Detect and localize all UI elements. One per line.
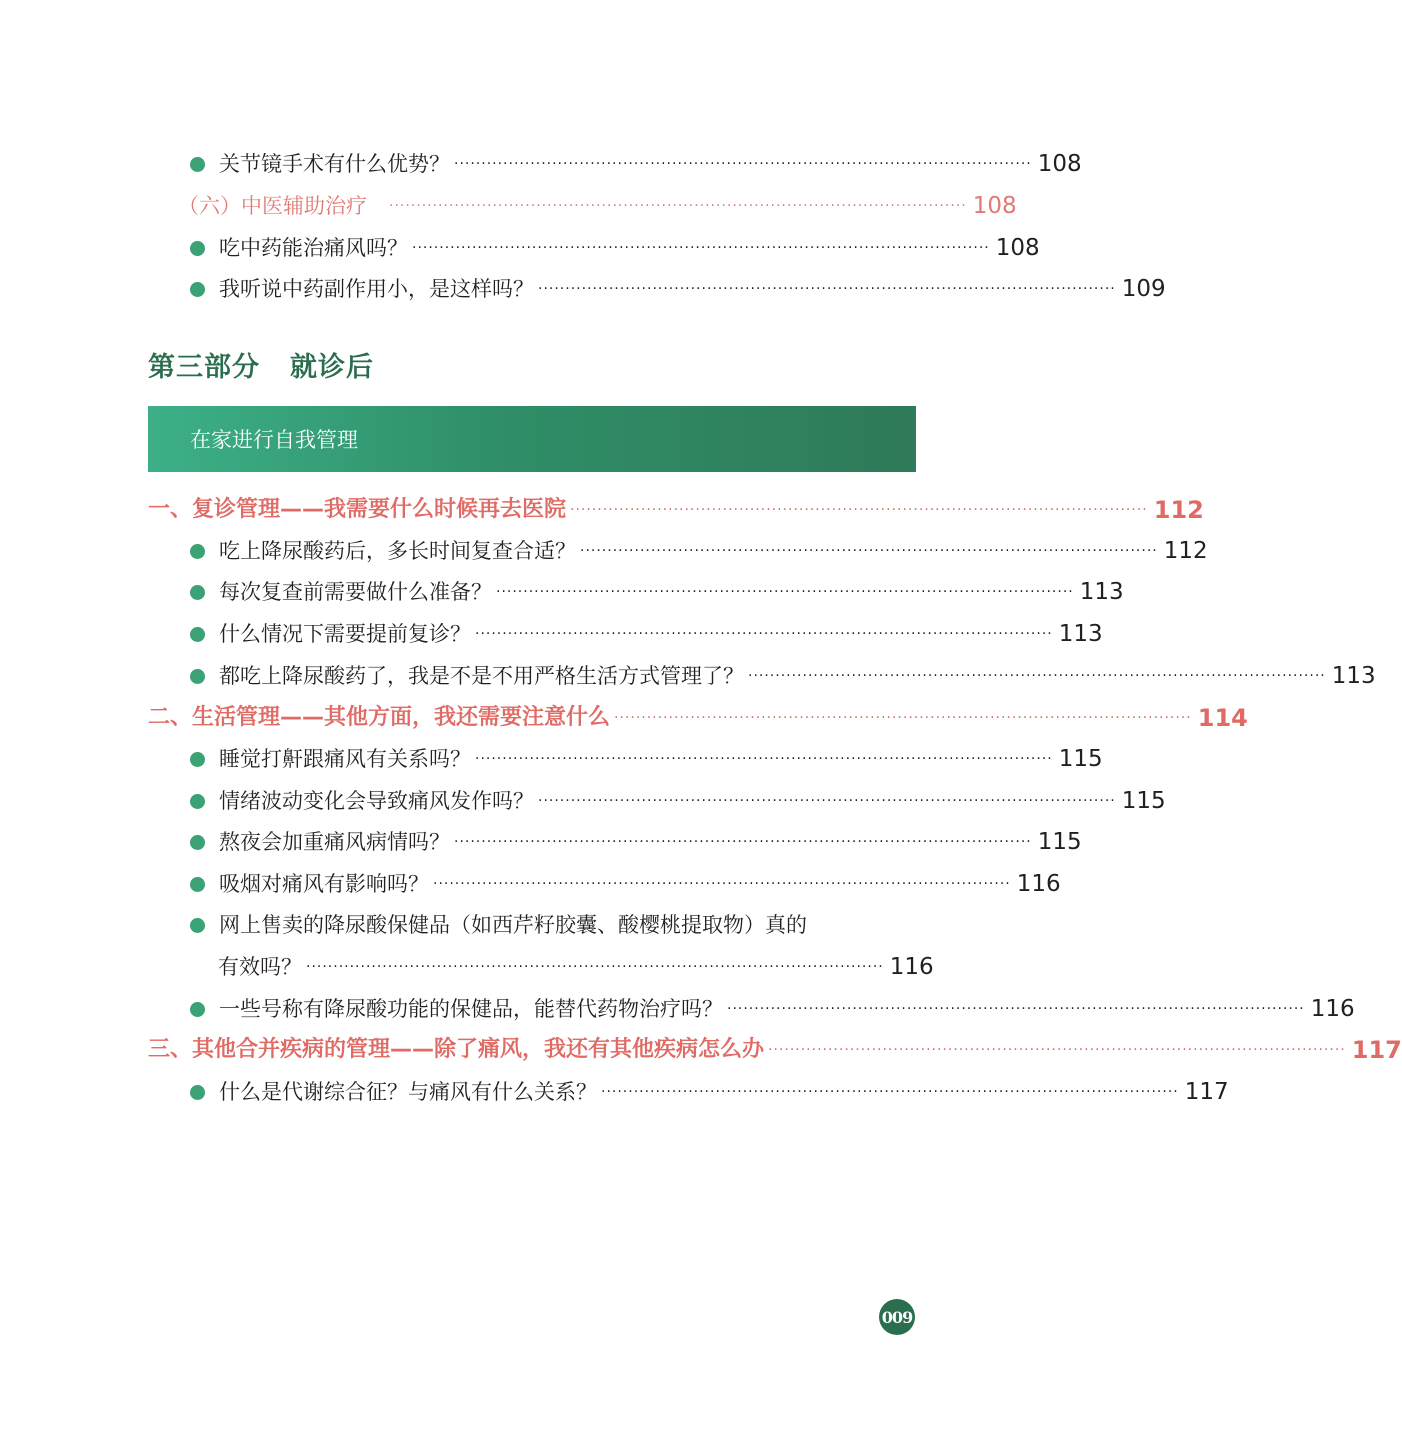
toc-entry-text: 什么是代谢综合征？与痛风有什么关系？ xyxy=(219,1080,597,1104)
toc-entry-text: 什么情况下需要提前复诊？ xyxy=(219,622,471,646)
toc-entry-text: 吸烟对痛风有影响吗？ xyxy=(219,872,429,896)
toc-entry[interactable] xyxy=(148,989,1355,1029)
bullet-dot-icon xyxy=(190,544,205,559)
toc-page-number: 115 xyxy=(1058,746,1103,772)
leader-dots: ·········································································································· xyxy=(614,710,1192,726)
leader-dots: ·········································································································· xyxy=(475,751,1053,767)
part-title xyxy=(148,345,374,384)
toc-page-number: 108 xyxy=(972,193,1017,219)
leader-dots: ·········································································································· xyxy=(580,543,1158,559)
toc-entry[interactable] xyxy=(148,739,1103,779)
toc-page-number: 113 xyxy=(1331,663,1376,689)
bullet-dot-icon xyxy=(190,1002,205,1017)
leader-dots: ·········································································································· xyxy=(570,502,1148,518)
toc-page-number: 109 xyxy=(1121,276,1166,302)
toc-page-number: 117 xyxy=(1351,1036,1402,1064)
part-title-name: 就诊后 xyxy=(290,352,374,383)
leader-dots: ·········································································································· xyxy=(412,240,990,256)
leader-dots: ·········································································································· xyxy=(538,281,1116,297)
toc-entry-text: 有效吗？ xyxy=(218,955,302,979)
leader-dots: ·········································································································· xyxy=(454,834,1032,850)
bullet-dot-icon xyxy=(190,669,205,684)
toc-entry[interactable] xyxy=(148,864,1061,904)
toc-subsection[interactable] xyxy=(148,186,1017,226)
chapter-banner-label: 在家进行自我管理 xyxy=(190,428,358,452)
bullet-dot-icon xyxy=(190,918,205,933)
bullet-dot-icon xyxy=(190,585,205,600)
bullet-dot-icon xyxy=(190,241,205,256)
toc-entry[interactable] xyxy=(148,781,1166,821)
toc-page-number: 108 xyxy=(995,235,1040,261)
toc-page-number: 117 xyxy=(1184,1079,1229,1105)
toc-entry[interactable] xyxy=(148,269,1166,309)
toc-entry-text: 每次复查前需要做什么准备？ xyxy=(219,580,492,604)
toc-page-number: 116 xyxy=(1310,996,1355,1022)
toc-entry[interactable] xyxy=(148,656,1376,696)
leader-dots: ·········································································································· xyxy=(475,626,1053,642)
toc-page-number: 108 xyxy=(1037,151,1082,177)
bullet-dot-icon xyxy=(190,1085,205,1100)
part-title-number: 第三部分 xyxy=(148,352,260,383)
toc-entry-text: 情绪波动变化会导致痛风发作吗？ xyxy=(219,789,534,813)
toc-page-number: 114 xyxy=(1197,704,1248,732)
bullet-dot-icon xyxy=(190,627,205,642)
toc-section[interactable] xyxy=(148,1030,1402,1070)
toc-section-text: 三、其他合并疾病的管理——除了痛风，我还有其他疾病怎么办 xyxy=(148,1037,765,1062)
toc-entry[interactable] xyxy=(148,228,1040,268)
leader-dots: ·········································································································· xyxy=(727,1001,1305,1017)
toc-entry[interactable] xyxy=(148,572,1124,612)
toc-entry-continuation[interactable] xyxy=(148,947,934,987)
leader-dots: ·········································································································· xyxy=(768,1042,1346,1058)
bullet-dot-icon xyxy=(190,835,205,850)
leader-dots: ·········································································································· xyxy=(538,793,1116,809)
leader-dots: ·········································································································· xyxy=(454,156,1032,172)
leader-dots: ·········································································································· xyxy=(433,876,1011,892)
toc-page-number: 112 xyxy=(1163,538,1208,564)
toc-entry[interactable] xyxy=(148,144,1082,184)
toc-page-number: 116 xyxy=(1016,871,1061,897)
toc-section-text: 一、复诊管理——我需要什么时候再去医院 xyxy=(148,497,567,522)
toc-entry-text: 一些号称有降尿酸功能的保健品，能替代药物治疗吗？ xyxy=(219,997,723,1021)
toc-entry-text: 我听说中药副作用小，是这样吗？ xyxy=(219,277,534,301)
bullet-dot-icon xyxy=(190,282,205,297)
toc-entry-text: 吃中药能治痛风吗？ xyxy=(219,236,408,260)
leader-dots: ·········································································································· xyxy=(496,584,1074,600)
toc-page-number: 115 xyxy=(1037,829,1082,855)
toc-entry-text: 都吃上降尿酸药了，我是不是不用严格生活方式管理了？ xyxy=(219,664,744,688)
chapter-banner xyxy=(148,406,916,472)
leader-dots: ·········································································································· xyxy=(601,1084,1179,1100)
toc-entry[interactable] xyxy=(148,905,916,945)
toc-page-number: 113 xyxy=(1079,579,1124,605)
toc-entry[interactable] xyxy=(148,531,1208,571)
toc-section[interactable] xyxy=(148,490,1204,530)
toc-entry[interactable] xyxy=(148,1072,1229,1112)
page-number-badge: 009 xyxy=(879,1299,915,1335)
toc-page-number: 115 xyxy=(1121,788,1166,814)
toc-entry-text: 网上售卖的降尿酸保健品（如西芹籽胶囊、酸樱桃提取物）真的 xyxy=(219,913,807,937)
toc-entry[interactable] xyxy=(148,822,1082,862)
toc-page-number: 113 xyxy=(1058,621,1103,647)
toc-entry-text: 睡觉打鼾跟痛风有关系吗？ xyxy=(219,747,471,771)
bullet-dot-icon xyxy=(190,877,205,892)
bullet-dot-icon xyxy=(190,752,205,767)
toc-page-number: 112 xyxy=(1153,496,1204,524)
toc-page-number: 116 xyxy=(889,954,934,980)
toc-entry[interactable] xyxy=(148,614,1103,654)
bullet-dot-icon xyxy=(190,157,205,172)
toc-subsection-text: （六）中医辅助治疗 xyxy=(178,194,367,218)
toc-entry-text: 熬夜会加重痛风病情吗？ xyxy=(219,830,450,854)
leader-dots: ·········································································································· xyxy=(748,668,1326,684)
toc-entry-text: 吃上降尿酸药后，多长时间复查合适？ xyxy=(219,539,576,563)
toc-section-text: 二、生活管理——其他方面，我还需要注意什么 xyxy=(148,705,611,730)
leader-dots: ·········································································································· xyxy=(389,198,967,214)
leader-dots: ·········································································································· xyxy=(306,959,884,975)
toc-section[interactable] xyxy=(148,698,1248,738)
toc-entry-text: 关节镜手术有什么优势？ xyxy=(219,152,450,176)
bullet-dot-icon xyxy=(190,794,205,809)
